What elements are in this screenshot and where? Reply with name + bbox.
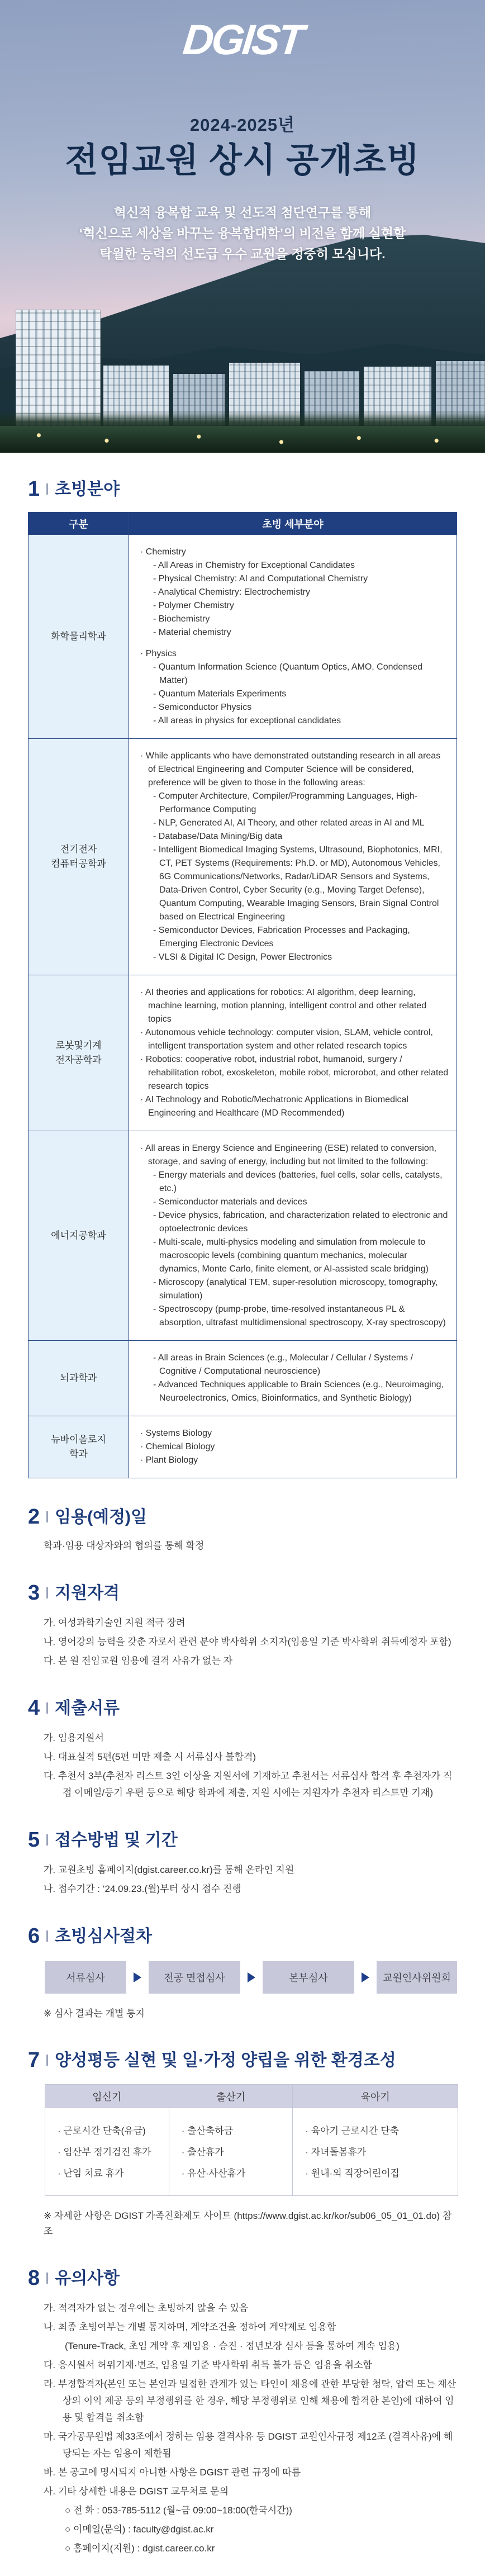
recruit-fields-cell bbox=[129, 1341, 457, 1416]
section-6-heading bbox=[28, 1925, 457, 1947]
process-step-box: 전공 면접심사 bbox=[149, 1961, 240, 1994]
heading-divider bbox=[46, 1587, 48, 1598]
section-number: 8 bbox=[28, 2266, 40, 2290]
heading-divider bbox=[46, 1930, 48, 1942]
benefit-line: · 난임 치료 휴가 bbox=[58, 2168, 124, 2179]
section-2-heading bbox=[28, 1506, 457, 1527]
field-line: - All areas in Brain Sciences (e.g., Molecular / Cellular / Systems / Cognitive / Computational neuroscience) bbox=[153, 1353, 413, 1376]
section-number: 1 bbox=[28, 477, 40, 501]
list-item: 바. 본 공고에 명시되지 아니한 사항은 DGIST 관련 규정에 따름 bbox=[44, 2467, 301, 2478]
section-title: 제출서류 bbox=[55, 1699, 120, 1718]
benefit-cell bbox=[45, 2108, 169, 2196]
section-title: 임용(예정)일 bbox=[55, 1507, 148, 1526]
family-site-note: ※ 자세한 사항은 DGIST 가족친화제도 사이트 (https://www.dgist.ac.kr/kor/sub06_05_01_01.do) 참조 bbox=[44, 2210, 452, 2237]
heading-divider bbox=[46, 2055, 48, 2066]
field-line: - Intelligent Biomedical Imaging Systems, Ultrasound, Biophotonics, MRI, CT, PET Systems (Requirements: Ph.D. or MD), Autonomous Vehicles, 6G Communications/Networks, Radar/LiDAR Sensors and Systems, Data-Driven Control, Cyber Security (e.g., Moving Target Defense), Quantum Computing, Wearable Imaging Sensors, Brain Signal Control based on Electrical Engineering bbox=[153, 845, 443, 922]
field-line: - VLSI & Digital IC Design, Power Electronics bbox=[153, 952, 332, 962]
section-title: 양성평등 실현 및 일·가정 양립을 위한 환경조성 bbox=[55, 2051, 396, 2070]
field-line: · Systems Biology bbox=[140, 1429, 212, 1438]
recruit-fields-cell bbox=[129, 1416, 457, 1478]
benefit-line: · 근로시간 단축(유급) bbox=[58, 2126, 146, 2136]
field-line: - Energy materials and devices (batteries, fuel cells, solar cells, catalysts, etc.) bbox=[153, 1170, 443, 1193]
intro-line: 혁신적 융복합 교육 및 선도적 첨단연구를 통해 bbox=[113, 205, 372, 220]
section-number: 4 bbox=[28, 1696, 40, 1720]
field-line: - Spectroscopy (pump-probe, time-resolved instantaneous PL & absorption, ultrafast multidimensional spectroscopy, X-ray spectroscopy) bbox=[153, 1304, 446, 1327]
department-name-cell: 뉴바이올로지 학과 bbox=[28, 1416, 129, 1478]
field-line: - Database/Data Mining/Big data bbox=[153, 832, 283, 841]
list-sub-item: ○ 이메일(문의) : faculty@dgist.ac.kr bbox=[65, 2524, 214, 2535]
department-name-cell: 에너지공학과 bbox=[28, 1131, 129, 1341]
benefit-line: · 육아기 근로시간 단축 bbox=[305, 2126, 400, 2136]
field-line: - Quantum Information Science (Quantum Optics, AMO, Condensed Matter) bbox=[153, 662, 422, 685]
table-row bbox=[28, 1131, 457, 1341]
list-item: 나. 접수기간 : ‘24.09.23.(월)부터 상시 접수 진행 bbox=[44, 1884, 241, 1894]
list-item: 나. 최종 초빙여부는 개별 통지하며, 계약조건을 정하여 계약제로 임용함 bbox=[44, 2322, 336, 2332]
heading-divider bbox=[46, 483, 48, 495]
field-line: · Chemistry bbox=[140, 547, 186, 557]
benefit-line: · 출산휴가 bbox=[181, 2147, 224, 2157]
application-method-list bbox=[28, 1862, 457, 1897]
section-3-heading bbox=[28, 1582, 457, 1604]
intro-text bbox=[0, 202, 485, 264]
field-line: · Autonomous vehicle technology: computer vision, SLAM, vehicle control, intelligent transportation system and other related research topics bbox=[140, 1028, 433, 1051]
list-sub-item: (Tenure-Track, 초임 계약 후 재임용 · 승진 · 정년보장 심사 등을 통하여 계속 임용) bbox=[65, 2341, 400, 2351]
list-item: 가. 적격자가 없는 경우에는 초빙하지 않을 수 있음 bbox=[44, 2303, 249, 2313]
list-item: 가. 교원초빙 홈페이지(dgist.career.co.kr)를 통해 온라인 지원 bbox=[44, 1865, 294, 1875]
field-line: · AI Technology and Robotic/Mechatronic Applications in Biomedical Engineering and Healthcare (MD Recommended) bbox=[140, 1095, 408, 1118]
field-line: · All areas in Energy Science and Engineering (ESE) related to conversion, storage, and saving of energy, including but not limited to the following: bbox=[140, 1144, 437, 1166]
column-header-category: 구분 bbox=[28, 513, 129, 535]
field-line: · Robotics: cooperative robot, industrial robot, humanoid, surgery / rehabilitation robot, exoskeleton, mobile robot, microrobot, and other related research topics bbox=[140, 1055, 449, 1091]
section-7-heading bbox=[28, 2050, 457, 2071]
heading-divider bbox=[46, 1834, 48, 1846]
recruit-fields-cell bbox=[129, 739, 457, 975]
period-header: 임신기 bbox=[45, 2085, 169, 2108]
section-number: 5 bbox=[28, 1828, 40, 1852]
field-line: - Material chemistry bbox=[153, 628, 231, 637]
list-item: 나. 영어강의 능력을 갖춘 자로서 관련 분야 박사학위 소지자(임용일 기준 박사학위 취득예정자 포함) bbox=[44, 1636, 451, 1647]
section-number: 3 bbox=[28, 1581, 40, 1605]
section-number: 2 bbox=[28, 1505, 40, 1529]
dgist-logo: DGIST bbox=[180, 16, 305, 64]
heading-divider bbox=[46, 2273, 48, 2284]
field-line: · Chemical Biology bbox=[140, 1442, 215, 1451]
field-line: - Device physics, fabrication, and characterization related to electronic and optoelectronic devices bbox=[153, 1211, 448, 1234]
section-title: 지원자격 bbox=[55, 1583, 120, 1602]
list-item: 다. 본 원 전임교원 임용에 결격 사유가 없는 자 bbox=[44, 1655, 233, 1666]
process-step-box: 본부심사 bbox=[263, 1961, 354, 1994]
page-title: 전임교원 상시 공개초빙 bbox=[65, 141, 420, 179]
section-number: 7 bbox=[28, 2048, 40, 2072]
column-header-fields: 초빙 세부분야 bbox=[129, 513, 457, 535]
section-title: 초빙분야 bbox=[55, 480, 120, 499]
table-content-row bbox=[45, 2108, 458, 2196]
field-line: - All areas in physics for exceptional candidates bbox=[153, 716, 341, 725]
documents-list bbox=[28, 1730, 457, 1801]
campus-buildings bbox=[0, 307, 485, 453]
table-row bbox=[28, 535, 457, 739]
department-name-cell: 전기전자 컴퓨터공학과 bbox=[28, 739, 129, 975]
field-line: - Semiconductor Physics bbox=[153, 703, 252, 712]
heading-divider bbox=[46, 1511, 48, 1522]
list-sub-item: ○ 홈페이지(지원) : dgist.career.co.kr bbox=[65, 2543, 215, 2554]
field-line: - Polymer Chemistry bbox=[153, 601, 234, 610]
section-1-heading bbox=[28, 478, 457, 500]
period-header: 육아기 bbox=[293, 2085, 458, 2108]
review-result-note: ※ 심사 결과는 개별 통지 bbox=[44, 2008, 145, 2019]
period-header: 출산기 bbox=[169, 2085, 293, 2108]
section-8-heading bbox=[28, 2267, 457, 2289]
table-row bbox=[28, 1416, 457, 1478]
field-line: · AI theories and applications for robotics: AI algorithm, deep learning, machine learning, motion planning, intelligent control and other related topics bbox=[140, 988, 427, 1024]
benefit-line: · 출산축하금 bbox=[181, 2126, 234, 2136]
heading-divider bbox=[46, 1702, 48, 1714]
intro-line: 탁월한 능력의 선도급 우수 교원을 정중히 모십니다. bbox=[99, 246, 386, 261]
table-header-row bbox=[28, 513, 457, 535]
department-name-cell: 뇌과학과 bbox=[28, 1341, 129, 1416]
review-process-flow bbox=[45, 1961, 457, 1994]
appointment-date-text: 학과·임용 대상자와의 협의를 통해 확정 bbox=[44, 1540, 205, 1551]
field-line: - Semiconductor Devices, Fabrication Processes and Packaging, Emerging Electronic Devices bbox=[153, 926, 410, 948]
notes-list bbox=[28, 2300, 457, 2557]
table-header-row bbox=[45, 2085, 458, 2108]
section-title: 유의사항 bbox=[55, 2269, 120, 2288]
benefit-cell bbox=[293, 2108, 458, 2196]
list-item: 가. 임용지원서 bbox=[44, 1733, 104, 1743]
benefit-line: · 원내·외 직장어린이집 bbox=[305, 2168, 400, 2179]
family-friendly-table bbox=[45, 2084, 458, 2196]
process-step-box: 교원인사위원회 bbox=[377, 1961, 457, 1994]
field-line: - Quantum Materials Experiments bbox=[153, 689, 287, 699]
list-item: 마. 국가공무원법 제33조에서 정하는 임용 결격사유 등 DGIST 교원인사규정 제12조 (결격사유)에 해당되는 자는 임용이 제한됨 bbox=[44, 2431, 453, 2459]
field-line: - NLP, Generated AI, AI Theory, and other related areas in AI and ML bbox=[153, 818, 425, 828]
field-line: - Advanced Techniques applicable to Brain Sciences (e.g., Neuroimaging, Neuroelectronics, Omics, Bioinformatics, and Synthetic Biology) bbox=[153, 1380, 444, 1403]
flow-arrow-icon bbox=[248, 1972, 255, 1982]
section-title: 접수방법 및 기간 bbox=[55, 1830, 178, 1849]
flow-arrow-icon bbox=[134, 1972, 141, 1982]
recruit-fields-cell bbox=[129, 535, 457, 739]
table-row bbox=[28, 975, 457, 1131]
section-4-heading bbox=[28, 1697, 457, 1719]
year-label: 2024-2025년 bbox=[189, 115, 296, 135]
list-sub-item: ○ 전 화 : 053-785-5112 (월~금 09:00~18:00(한국시간)) bbox=[65, 2505, 292, 2516]
announcement-body bbox=[0, 478, 485, 2576]
list-item: 사. 기타 상세한 내용은 DGIST 교무처로 문의 bbox=[44, 2486, 229, 2497]
field-line: - Microscopy (analytical TEM, super-resolution microscopy, tomography, simulation) bbox=[153, 1278, 438, 1301]
section-number: 6 bbox=[28, 1924, 40, 1948]
benefit-line: · 임산부 정기검진 휴가 bbox=[58, 2147, 151, 2157]
benefit-line: · 유산·사산휴가 bbox=[181, 2168, 246, 2179]
field-line: - Computer Architecture, Compiler/Programming Languages, High-Performance Computing bbox=[153, 791, 418, 814]
recruit-fields-cell bbox=[129, 975, 457, 1131]
field-line: - Multi-scale, multi-physics modeling and simulation from molecule to macroscopic levels (combining quantum mechanics, molecular dynamics, Monte Carlo, finite element, or AI-assisted scale bridging) bbox=[153, 1237, 429, 1274]
field-line: · While applicants who have demonstrated outstanding research in all areas of Electrical Engineering and Computer Science will be considered, preference will be given to those in the following areas: bbox=[140, 751, 441, 787]
hero-banner bbox=[0, 0, 485, 453]
table-row bbox=[28, 739, 457, 975]
field-line: · Plant Biology bbox=[140, 1455, 198, 1465]
intro-line: ‘혁신으로 세상을 바꾸는 융복합대학’의 비전을 함께 실현할 bbox=[79, 226, 406, 240]
recruit-fields-cell bbox=[129, 1131, 457, 1341]
field-line: - Semiconductor materials and devices bbox=[153, 1197, 307, 1207]
recruit-fields-table bbox=[28, 512, 457, 1478]
flow-arrow-icon bbox=[362, 1972, 369, 1982]
department-name-cell: 로봇및기계 전자공학과 bbox=[28, 975, 129, 1131]
table-row bbox=[28, 1341, 457, 1416]
field-line: - Biochemistry bbox=[153, 614, 210, 624]
list-item: 다. 추천서 3부(추천자 리스트 3인 이상을 지원서에 기재하고 추천서는 서류심사 합격 후 추천자가 직접 이메일/등기 우편 등으로 해당 학과에 제출, 지원 시에는 지원자가 추천자 리스트만 기재) bbox=[44, 1771, 453, 1798]
list-item: 나. 대표실적 5편(5편 미만 제출 시 서류심사 불합격) bbox=[44, 1752, 256, 1762]
benefit-line: · 자녀돌봄휴가 bbox=[305, 2147, 367, 2157]
benefit-cell bbox=[169, 2108, 293, 2196]
section-5-heading bbox=[28, 1829, 457, 1851]
field-line: - Analytical Chemistry: Electrochemistry bbox=[153, 587, 310, 597]
department-name-cell: 화학물리학과 bbox=[28, 535, 129, 739]
qualifications-list bbox=[28, 1615, 457, 1669]
campus-lawn bbox=[0, 426, 485, 453]
field-line: · Physics bbox=[140, 649, 177, 658]
field-line: - All Areas in Chemistry for Exceptional Candidates bbox=[153, 561, 355, 570]
list-item: 가. 여성과학기술인 지원 적극 장려 bbox=[44, 1617, 186, 1628]
process-step-box: 서류심사 bbox=[45, 1961, 126, 1994]
section-title: 초빙심사절차 bbox=[55, 1927, 153, 1946]
list-item: 라. 부정합격자(본인 또는 본인과 밀접한 관계가 있는 타인이 채용에 관한 부당한 청탁, 압력 또는 재산상의 이익 제공 등의 부정행위를 한 경우, 해당 부정행위로 인해 채용에 합격한 본인)에 대하여 임용 및 합격을 취소함 bbox=[44, 2379, 457, 2423]
field-line: - Physical Chemistry: AI and Computational Chemistry bbox=[153, 574, 368, 583]
list-item: 다. 응시원서 허위기재·변조, 임용일 기준 박사학위 취득 불가 등은 임용을 취소함 bbox=[44, 2360, 372, 2370]
